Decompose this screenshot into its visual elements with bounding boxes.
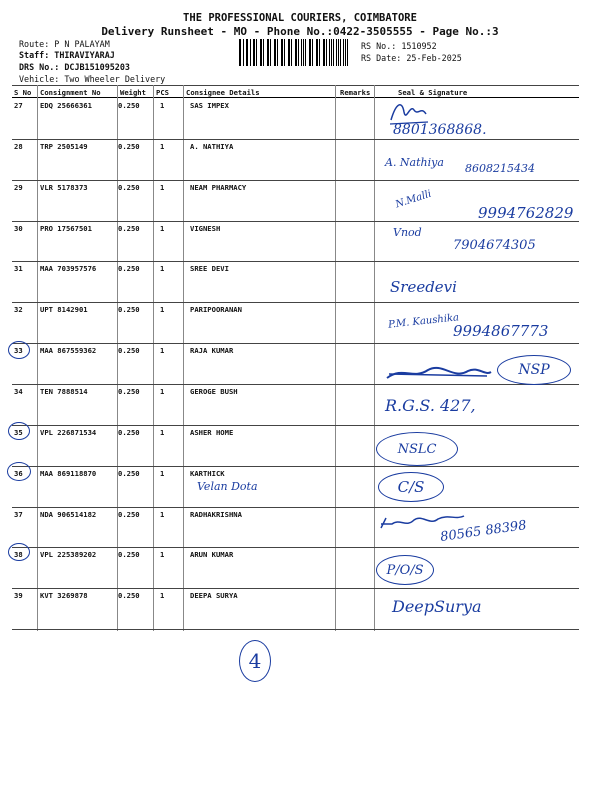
row-pcs: 1: [160, 550, 165, 560]
row-weight: 0.250: [118, 509, 140, 519]
row-divider: [12, 588, 579, 589]
stamp-row-35: NSLC: [376, 432, 458, 466]
row-weight: 0.250: [118, 264, 140, 274]
row-pcs: 1: [160, 223, 165, 233]
row-consignment-no: VLR 5178373: [40, 182, 88, 192]
page-number-mark: 4: [239, 640, 271, 682]
handwritten-note-row-36: Velan Dota: [197, 480, 258, 493]
row-pcs: 1: [160, 182, 165, 192]
header-consignment: Consignment No: [40, 88, 101, 97]
sno-circle-38: [8, 543, 30, 561]
row-sno: 39: [14, 591, 23, 601]
row-weight: 0.250: [118, 427, 140, 437]
row-consignee: PARIPOORANAN: [190, 305, 242, 315]
row-consignment-no: TRP 2505149: [40, 141, 88, 151]
row-consignment-no: MAA 869118870: [40, 468, 97, 478]
company-title: THE PROFESSIONAL COURIERS, COIMBATORE: [183, 12, 417, 24]
runsheet-subtitle: Delivery Runsheet - MO - Phone No.:0422-3505555 - Page No.:3: [101, 25, 499, 38]
row-sno: 33: [14, 346, 23, 356]
sno-circle-35: [8, 422, 30, 440]
row-pcs: 1: [160, 305, 165, 315]
row-consignment-no: VPL 225389202: [40, 550, 97, 560]
vehicle-label: Vehicle: Two Wheeler Delivery: [19, 74, 166, 84]
signature-row-39: DeepSurya: [392, 597, 482, 616]
stamp-row-36: C/S: [378, 472, 444, 502]
row-pcs: 1: [160, 264, 165, 274]
header-remarks: Remarks: [340, 88, 371, 97]
row-weight: 0.250: [118, 101, 140, 110]
row-consignee: KARTHICK: [190, 468, 225, 478]
row-pcs: 1: [160, 101, 165, 110]
signature-row-29-phone: 9994762829: [478, 204, 574, 222]
drs-number: DRS No.: DCJB151095203: [19, 62, 130, 72]
stamp-row-33: NSP: [497, 355, 571, 385]
signature-row-29-name: N.Malli: [394, 188, 433, 211]
signature-row-30-phone: 7904674305: [453, 238, 536, 253]
signature-row-28-phone: 8608215434: [465, 162, 535, 175]
row-sno: 37: [14, 509, 23, 519]
row-divider: [12, 343, 579, 344]
route-label: Route: P N PALAYAM: [19, 39, 110, 49]
row-weight: 0.250: [118, 468, 140, 478]
row-pcs: 1: [160, 427, 165, 437]
row-divider: [12, 139, 579, 140]
row-divider: [12, 507, 579, 508]
row-weight: 0.250: [118, 141, 140, 151]
row-sno: 38: [14, 550, 23, 560]
row-sno: 35: [14, 427, 23, 437]
row-sno: 34: [14, 386, 23, 396]
row-consignment-no: PRO 17567501: [40, 223, 92, 233]
row-consignment-no: KVT 3269878: [40, 591, 88, 601]
header-seal-signature: Seal & Signature: [398, 88, 468, 97]
row-weight: 0.250: [118, 305, 140, 315]
row-divider: [12, 425, 579, 426]
row-pcs: 1: [160, 386, 165, 396]
row-pcs: 1: [160, 346, 165, 356]
header-consignee: Consignee Details: [186, 88, 260, 97]
barcode: [239, 39, 350, 66]
row-sno: 28: [14, 141, 23, 151]
signature-row-30-name: Vnod: [393, 226, 422, 239]
signature-row-32-name: P.M. Kaushika: [387, 312, 460, 331]
signature-row-37-phone: 80565 88398: [439, 518, 528, 545]
row-pcs: 1: [160, 141, 165, 151]
row-weight: 0.250: [118, 182, 140, 192]
row-consignee: RAJA KUMAR: [190, 346, 234, 356]
row-consignee: VIGNESH: [190, 223, 221, 233]
row-consignee: GEROGE BUSH: [190, 386, 238, 396]
row-consignee: NEAM PHARMACY: [190, 182, 247, 192]
row-weight: 0.250: [118, 386, 140, 396]
row-consignee: A. NATHIYA: [190, 141, 234, 151]
header-weight: Weight: [120, 88, 146, 97]
row-divider: [12, 384, 579, 385]
row-sno: 30: [14, 223, 23, 233]
row-sno: 32: [14, 305, 23, 315]
signature-row-31: Sreedevi: [390, 278, 457, 296]
row-divider: [12, 629, 579, 630]
row-weight: 0.250: [118, 346, 140, 356]
row-consignment-no: VPL 226871534: [40, 427, 97, 437]
row-consignee: RADHAKRISHNA: [190, 509, 242, 519]
row-consignee: DEEPA SURYA: [190, 591, 238, 601]
header-pcs: PCS: [156, 88, 169, 97]
row-consignment-no: EDQ 25666361: [40, 101, 92, 110]
row-consignment-no: TEN 7888514: [40, 386, 88, 396]
row-sno: 27: [14, 101, 23, 110]
signature-row-33-scribble: [383, 362, 493, 384]
row-divider: [12, 547, 579, 548]
row-sno: 29: [14, 182, 23, 192]
row-sno: 31: [14, 264, 23, 274]
row-pcs: 1: [160, 591, 165, 601]
row-consignee: ARUN KUMAR: [190, 550, 234, 560]
row-pcs: 1: [160, 468, 165, 478]
row-consignee: SAS IMPEX: [190, 101, 229, 110]
row-consignment-no: NDA 906514182: [40, 509, 97, 519]
row-divider: [12, 180, 579, 181]
row-consignment-no: MAA 867559362: [40, 346, 97, 356]
row-consignee: ASHER HOME: [190, 427, 234, 437]
signature-row-34: R.G.S. 427,: [385, 396, 476, 415]
row-weight: 0.250: [118, 223, 140, 233]
sno-circle-36: [7, 462, 31, 481]
row-divider: [12, 261, 579, 262]
row-pcs: 1: [160, 509, 165, 519]
staff-label: Staff: THIRAVIYARAJ: [19, 50, 115, 60]
row-sno: 36: [14, 468, 23, 478]
row-consignment-no: MAA 703957576: [40, 264, 97, 274]
row-divider: [12, 302, 579, 303]
row-weight: 0.250: [118, 591, 140, 601]
row-divider: [12, 466, 579, 467]
row-consignment-no: UPT 8142901: [40, 305, 88, 315]
signature-row-32-phone: 9994867773: [453, 322, 549, 340]
rs-date: RS Date: 25-Feb-2025: [361, 53, 462, 63]
sno-circle-33: [8, 341, 30, 359]
signature-row-28-name: A. Nathiya: [385, 156, 444, 169]
row-consignee: SREE DEVI: [190, 264, 229, 274]
header-sno: S No: [14, 88, 32, 97]
signature-row-27-phone: 8801368868.: [393, 122, 487, 138]
row-weight: 0.250: [118, 550, 140, 560]
rs-number: RS No.: 1510952: [361, 41, 437, 51]
stamp-row-38: P/O/S: [376, 555, 434, 585]
